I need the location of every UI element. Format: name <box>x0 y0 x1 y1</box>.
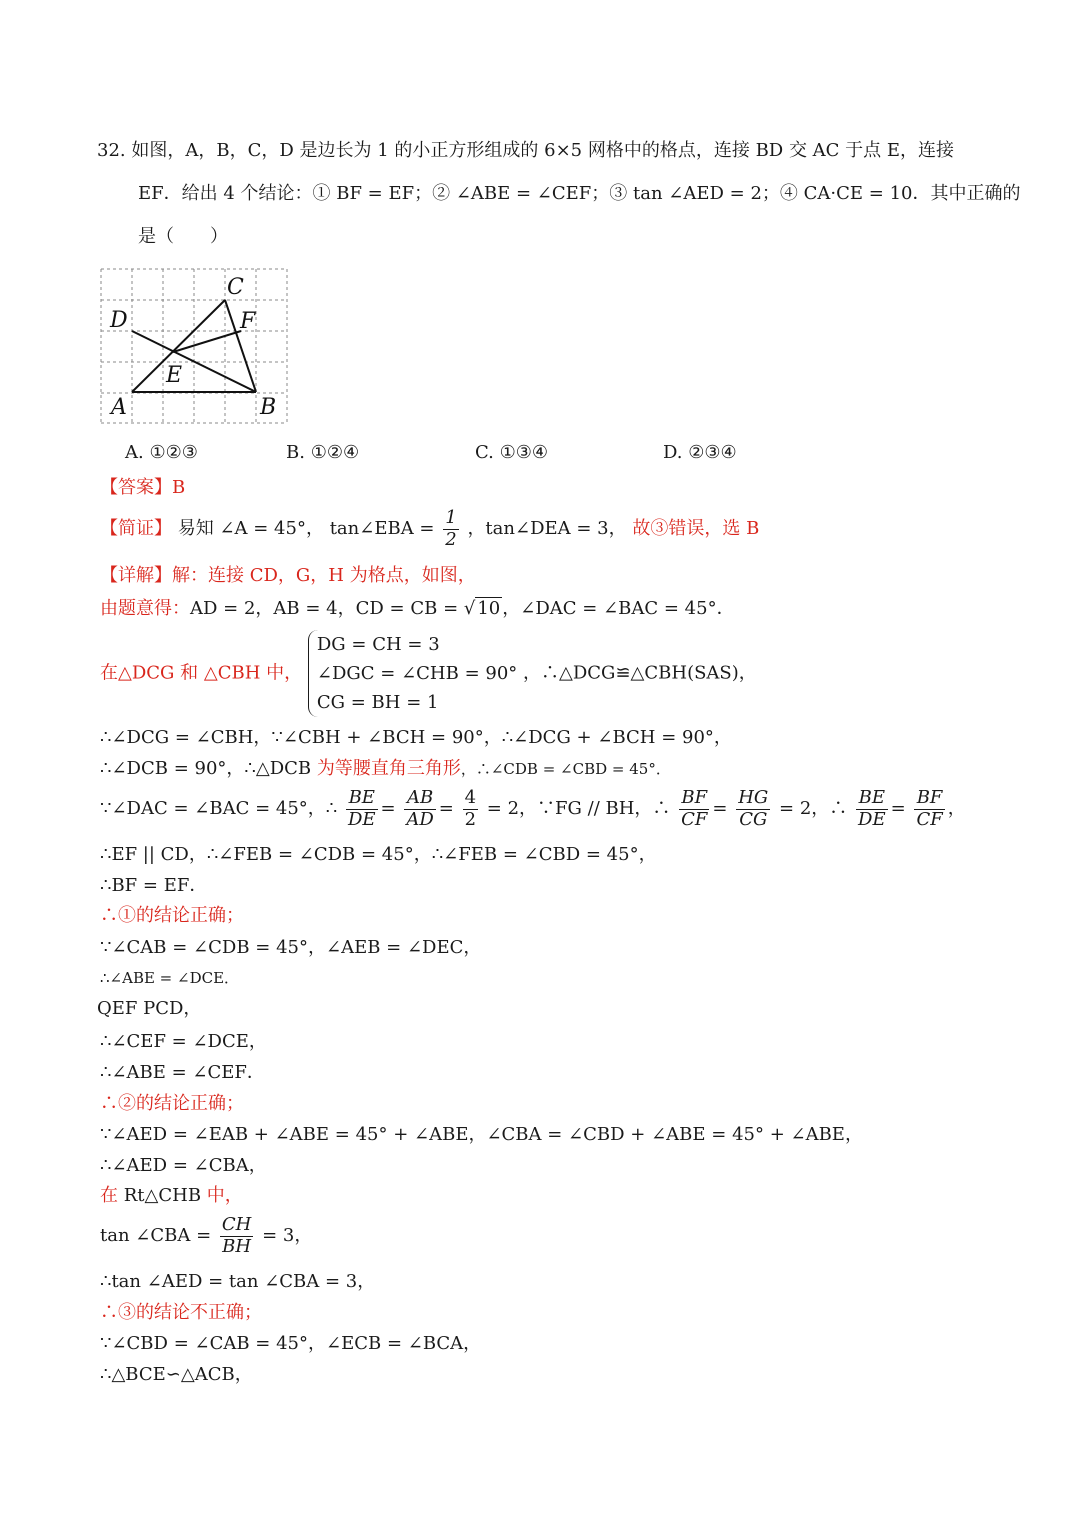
option-c-letter: C. <box>475 442 494 463</box>
detail-line-4: ∴∠DCG = ∠CBH，∵∠CBH + ∠BCH = 90°，∴∠DCG + ∠BCH = 90°， <box>100 727 732 748</box>
detail-text-1: 解：连接 CD，G，H 为格点，如图， <box>172 565 476 586</box>
fraction-four-two: $\frac{4}{2}$ <box>464 787 477 830</box>
fraction-hg-cg: $\frac{HG}{CG}$ <box>738 787 769 830</box>
answer-tag: 【答案】 <box>100 477 172 498</box>
question-line-2: EF．给出 4 个结论：① BF = EF；② ∠ABE = ∠CEF；③ tan ∠AED = 2；④ CA·CE = 10．其中正确的 <box>138 183 1021 204</box>
detail-l6b: = 2，∵FG // BH，∴ <box>486 798 671 820</box>
fraction-one-half: $\frac{1}{2}$ <box>445 507 457 550</box>
brief-proof-line <box>100 508 759 550</box>
brief-part-3: ，tan∠DEA = 3， <box>467 518 627 540</box>
fraction-ch-bh: $\frac{CH}{BH}$ <box>221 1214 252 1257</box>
detail-line-11: ∴∠ABE = ∠DCE． <box>100 969 240 987</box>
detail-line-17: ∴∠AED = ∠CBA， <box>100 1155 267 1176</box>
option-b-letter: B. <box>286 442 305 463</box>
label-e: E <box>166 363 183 388</box>
fraction-be-de: $\frac{BE}{DE}$ <box>347 787 376 830</box>
system-eq-1: DG = CH = 3 <box>316 634 440 655</box>
detail-l6a: ∵∠DAC = ∠BAC = 45°，∴ <box>100 798 338 820</box>
brief-part-2: tan∠EBA = <box>329 518 435 540</box>
label-b: B <box>260 395 277 420</box>
detail-l3-post: ，∴△DCG≌△CBH(SAS)， <box>523 662 757 684</box>
sqrt-ten: 10 <box>477 598 501 619</box>
label-a: A <box>111 395 127 420</box>
detail-line-15: ∴②的结论正确； <box>100 1093 244 1114</box>
detail-line-2: 由题意得：AD = 2，AB = 4，CD = CB = √ 10 ，∠DAC = ∠BAC = 45°． <box>100 598 735 619</box>
grid-figure <box>96 264 296 428</box>
option-b[interactable] <box>286 442 359 463</box>
detail-l19a: tan ∠CBA = <box>100 1225 212 1247</box>
fraction-bf-cf: $\frac{BF}{CF}$ <box>681 787 708 830</box>
detail-line-3 <box>100 630 757 717</box>
detail-l18b: Rt△CHB <box>118 1185 207 1206</box>
option-d[interactable] <box>663 442 737 463</box>
detail-l3-pre: 在△DCG 和 △CBH 中， <box>100 662 303 684</box>
detail-line-13: ∴∠CEF = ∠DCE， <box>100 1031 267 1052</box>
fraction-bf-cf-2: $\frac{BF}{CF}$ <box>916 787 943 830</box>
detail-line-19 <box>100 1215 312 1257</box>
detail-line-5 <box>100 758 671 780</box>
detail-l6c: = 2，∴ <box>779 798 848 820</box>
option-a[interactable] <box>125 442 198 463</box>
brief-part-1: 易知 ∠A = 45°， <box>177 518 324 540</box>
detail-l18a: 在 <box>100 1185 118 1206</box>
label-c: C <box>227 275 244 300</box>
detail-tag: 【详解】 <box>100 565 172 586</box>
detail-line-21: ∴③的结论不正确； <box>100 1302 262 1323</box>
detail-l5c: ，∴∠CDB = ∠CBD = 45°． <box>460 760 671 778</box>
detail-l2-end: ，∠DAC = ∠BAC = 45°． <box>502 598 735 619</box>
system-eq-2: ∠DGC = ∠CHB = 90° <box>316 663 518 684</box>
option-a-letter: A. <box>125 442 144 463</box>
equation-system <box>308 630 517 717</box>
detail-line-22: ∵∠CBD = ∠CAB = 45°，∠ECB = ∠BCA， <box>100 1333 482 1354</box>
detail-line-14: ∴∠ABE = ∠CEF． <box>100 1062 265 1083</box>
detail-line-20: ∴tan ∠AED = tan ∠CBA = 3， <box>100 1271 376 1292</box>
question-line-1 <box>97 140 954 162</box>
detail-l2-label: 由题意得： <box>100 598 190 619</box>
detail-l18c: 中， <box>206 1185 243 1206</box>
option-b-text: ①②④ <box>310 442 360 463</box>
detail-line-10: ∵∠CAB = ∠CDB = 45°，∠AEB = ∠DEC， <box>100 937 482 958</box>
system-eq-3: CG = BH = 1 <box>316 692 439 713</box>
detail-line-9: ∴①的结论正确； <box>100 905 244 926</box>
answer-line <box>100 477 185 499</box>
detail-line-23: ∴△BCE∽△ACB， <box>100 1364 253 1385</box>
detail-line-12: QEF PCD， <box>97 998 202 1019</box>
detail-line-8: ∴BF = EF． <box>100 875 208 896</box>
answer-value: B <box>172 477 186 498</box>
detail-l19b: = 3， <box>262 1225 313 1247</box>
detail-line-7: ∴EF || CD，∴∠FEB = ∠CDB = 45°，∴∠FEB = ∠CBD = 45°， <box>100 844 657 865</box>
detail-l5a: ∴∠DCB = 90°，∴△DCB <box>100 758 317 779</box>
detail-line-6: ∵∠DAC = ∠BAC = 45°，∴ $\frac{BE}{DE}$ = $\frac{AB}{AD}$ = $\frac{4}{2}$ = 2，∵FG // BH，∴ $\frac{BF}{CF}$ = $\frac{HG}{CG}$ = 2，∴ $\frac{BE}{DE}$ = $\frac{BF}{CF}$ ， <box>100 787 966 830</box>
option-d-text: ②③④ <box>688 442 737 463</box>
detail-l5b: 为等腰直角三角形 <box>316 758 461 779</box>
brief-part-4: 故③错误，选 B <box>632 518 760 540</box>
question-number: 32. <box>97 140 126 161</box>
brief-tag: 【简证】 <box>100 518 172 540</box>
question-text-1: 如图，A，B，C，D 是边长为 1 的小正方形组成的 6×5 网格中的格点，连接 BD 交 AC 于点 E，连接 <box>131 140 955 161</box>
label-f: F <box>240 309 256 334</box>
label-d: D <box>110 308 128 333</box>
fraction-be-de-2: $\frac{BE}{DE}$ <box>858 787 886 830</box>
option-c-text: ①③④ <box>499 442 549 463</box>
fraction-ab-ad: $\frac{AB}{AD}$ <box>406 787 434 830</box>
detail-line-18 <box>100 1185 243 1207</box>
detail-line-16: ∵∠AED = ∠EAB + ∠ABE = 45° + ∠ABE，∠CBA = ∠CBD + ∠ABE = 45° + ∠ABE， <box>100 1124 863 1145</box>
option-a-text: ①②③ <box>149 442 198 463</box>
option-c[interactable] <box>475 442 548 463</box>
question-line-3: 是（ ） <box>138 226 228 247</box>
option-d-letter: D. <box>663 442 683 463</box>
detail-line-1 <box>100 565 476 587</box>
detail-l2-eq: AD = 2，AB = 4，CD = CB = <box>190 598 464 619</box>
